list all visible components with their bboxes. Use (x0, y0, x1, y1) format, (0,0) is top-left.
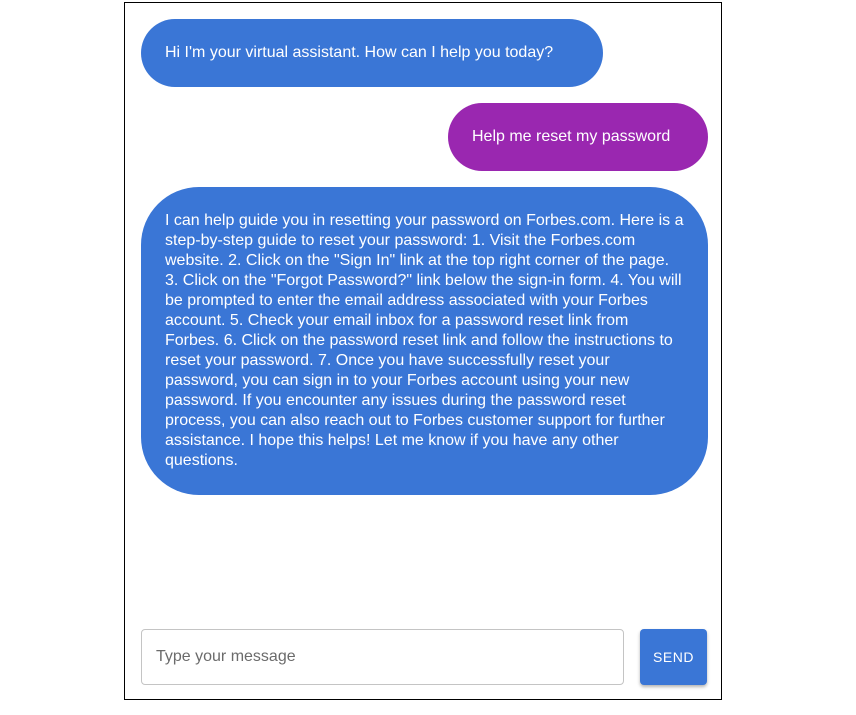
user-message-bubble (448, 103, 708, 171)
message-input[interactable] (141, 629, 624, 685)
message-composer (141, 629, 707, 685)
user-message-text: Help me reset my password (472, 128, 671, 145)
assistant-message-bubble (141, 187, 708, 495)
send-button[interactable]: SEND (640, 629, 707, 685)
assistant-message-bubble (141, 19, 603, 87)
assistant-message-text: Hi I'm your virtual assistant. How can I help you today? (165, 44, 554, 61)
assistant-message-text: I can help guide you in resetting your password on Forbes.com. Here is a step-by-step guide to reset your password: 1. Visit the Forbes.com website. 2. Click on the "Sign In" link at the top right corner of the page. 3. Click on the "Forgot Password?" link below the sign-in form. 4. You will be prompted to enter the email address associated with your Forbes account. 5. Check your email inbox for a password reset link from Forbes. 6. Click on the password reset link and follow the instructions to reset your password. 7. Once you have successfully reset your password, you can sign in to your Forbes account using your new password. If you encounter any issues during the password reset process, you can also reach out to Forbes customer support for further assistance. I hope this helps! Let me know if you have any other questions. (165, 212, 684, 469)
chat-window (124, 2, 722, 700)
